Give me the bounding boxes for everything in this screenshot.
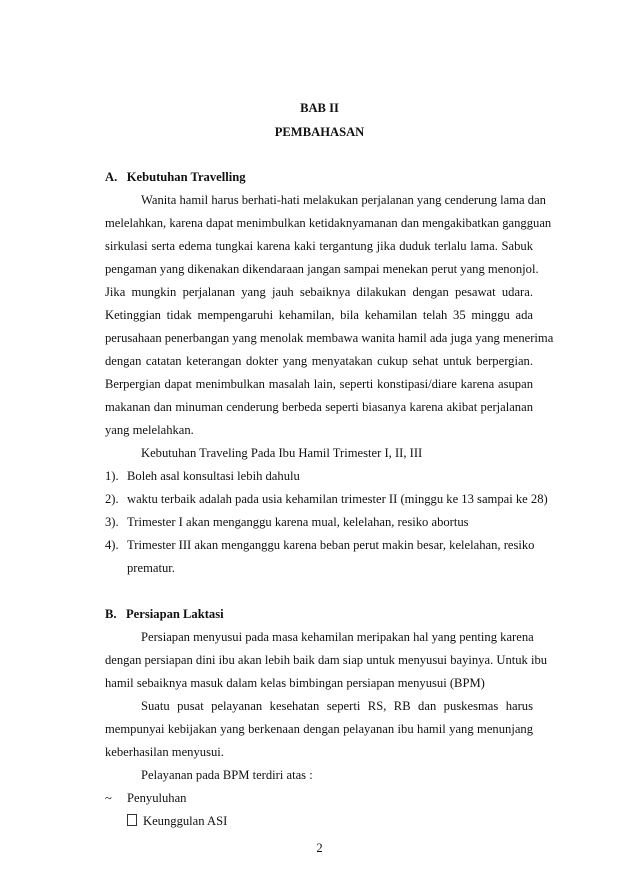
list-item-continuation: prematur.	[127, 561, 175, 575]
section-b-para-line: dengan persiapan dini ibu akan lebih baik dam siap untuk menyusui bayinya. Untuk ibu	[105, 653, 548, 667]
list-item: Trimester I akan menganggu karena mual, kelelahan, resiko abortus	[127, 515, 469, 529]
section-b-para-3: Pelayanan pada BPM terdiri atas :	[141, 768, 313, 782]
section-a-subheading: Kebutuhan Traveling Pada Ibu Hamil Trimester I, II, III	[141, 446, 423, 460]
section-a-para-line: Jika mungkin perjalanan yang jauh sebaiknya dilakukan dengan pesawat udara.	[105, 285, 533, 299]
section-b-para-last: keberhasilan menyusui.	[105, 745, 224, 759]
list-number: 2).	[105, 492, 119, 506]
section-b-para-line: Persiapan menyusui pada masa kehamilan meripakan hal yang penting karena	[141, 630, 534, 644]
section-b-para-line: mempunyai kebijakan yang berkenaan dengan pelayanan ibu hamil yang menunjang	[105, 722, 533, 736]
chapter-title: PEMBAHASAN	[274, 125, 365, 139]
list-number: 3).	[105, 515, 119, 529]
page-number: 2	[316, 841, 323, 855]
bullet-marker: ~	[105, 791, 112, 805]
section-a-para-line: perusahaan penerbangan yang menolak membawa wanita hamil ada juga yang menerima	[105, 331, 554, 345]
list-number: 4).	[105, 538, 119, 552]
section-b-heading: B. Persiapan Laktasi	[105, 607, 224, 621]
bullet-item: Penyuluhan	[127, 791, 187, 805]
checkbox-square-icon	[127, 814, 137, 826]
section-a-para-line: melelahkan, karena dapat menimbulkan ketidaknyamanan dan mengakibatkan gangguan	[105, 216, 552, 230]
list-item: waktu terbaik adalah pada usia kehamilan trimester II (minggu ke 13 sampai ke 28)	[127, 492, 548, 506]
section-a-para-line: pengaman yang dikenakan dikendaraan jangan sampai menekan perut yang menonjol.	[105, 262, 539, 276]
section-b-para-last: hamil sebaiknya masuk dalam kelas bimbingan persiapan menyusui (BPM)	[105, 676, 485, 690]
section-a-para-line: sirkulasi serta edema tungkai karena kaki tergantung jika duduk terlalu lama. Sabuk	[105, 239, 533, 253]
list-item: Trimester III akan menganggu karena beban perut makin besar, kelelahan, resiko	[127, 538, 535, 552]
section-a-para-line: Ketinggian tidak mempengaruhi kehamilan, bila kehamilan telah 35 minggu ada	[105, 308, 533, 322]
section-a-para-line: dengan catatan keterangan dokter yang menyatakan cukup sehat untuk berpergian.	[105, 354, 533, 368]
section-a-para-last: yang melelahkan.	[105, 423, 194, 437]
sub-bullet-text: Keunggulan ASI	[143, 814, 228, 828]
list-item: Boleh asal konsultasi lebih dahulu	[127, 469, 300, 483]
section-a-para-line: Berpergian dapat menimbulkan masalah lain, seperti konstipasi/diare karena asupan	[105, 377, 533, 391]
chapter-label: BAB II	[300, 101, 339, 115]
section-b-para-line: Suatu pusat pelayanan kesehatan seperti RS, RB dan puskesmas harus	[141, 699, 533, 713]
sub-bullet-item	[127, 814, 227, 829]
section-a-para-line: Wanita hamil harus berhati-hati melakukan perjalanan yang cenderung lama dan	[141, 193, 546, 207]
section-a-heading: A. Kebutuhan Travelling	[105, 170, 246, 184]
section-a-para-line: makanan dan minuman cenderung berbeda seperti biasanya karena akibat perjalanan	[105, 400, 533, 414]
list-number: 1).	[105, 469, 119, 483]
